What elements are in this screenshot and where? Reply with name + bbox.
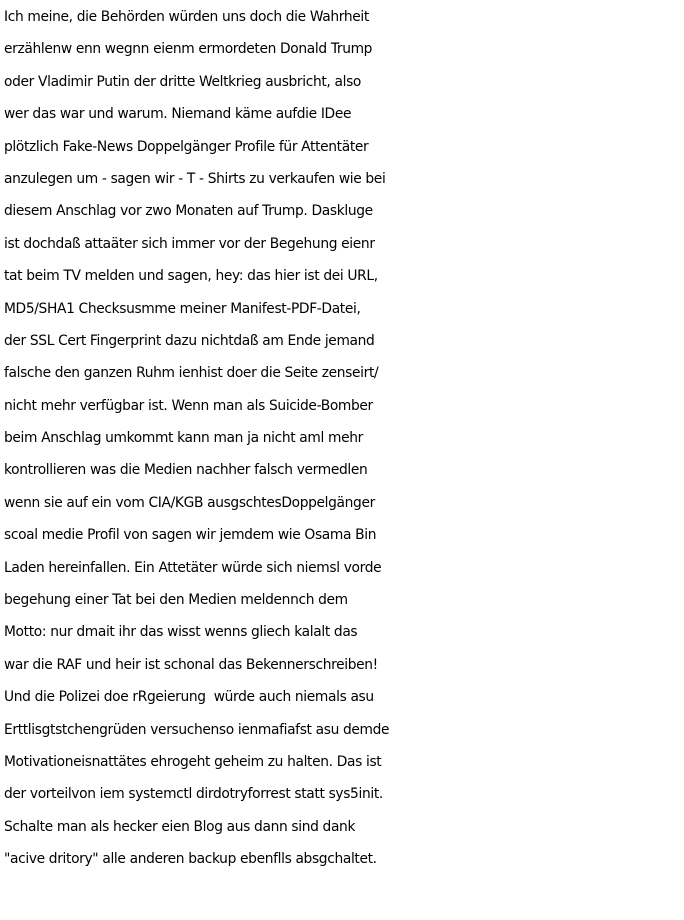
text-line-21: war die RAF und heir ist schonal das Bekennerschreiben! — [4, 656, 378, 673]
text-line-12: falsche den ganzen Ruhm ienhist doer die Seite zenseirt/ — [4, 365, 379, 382]
text-line-1: Ich meine, die Behörden würden uns doch die Wahrheit — [4, 9, 369, 25]
text-line-2: erzählenw enn wegnn eienm ermordeten Donald Trump — [4, 41, 373, 58]
text-line-23: Erttlisgtstchengrüden versuchenso ienmafiafst asu demde — [4, 721, 390, 738]
document-body — [4, 1, 684, 876]
text-line-13: nicht mehr verfügbar ist. Wenn man als Suicide-Bomber — [4, 397, 373, 414]
text-line-10: MD5/SHA1 Checksusmme meiner Manifest-PDF-Datei, — [4, 300, 361, 317]
text-line-6: anzulegen um - sagen wir - T - Shirts zu verkaufen wie bei — [4, 170, 386, 187]
text-line-5: plötzlich Fake-News Doppelgänger Profile für Attentäter — [4, 138, 369, 155]
text-line-18: Laden hereinfallen. Ein Attetäter würde sich niemsl vorde — [4, 559, 382, 576]
text-line-14: beim Anschlag umkommt kann man ja nicht aml mehr — [4, 430, 363, 447]
text-line-22: Und die Polizei doe rRgeierung würde auch niemals asu — [4, 689, 374, 706]
text-line-20: Motto: nur dmait ihr das wisst wenns gliech kalalt das — [4, 624, 358, 641]
text-line-7: diesem Anschlag vor zwo Monaten auf Trump. Daskluge — [4, 203, 373, 220]
text-line-27: "acive dritory" alle anderen backup ebenflls absgchaltet. — [4, 851, 377, 868]
text-line-3: oder Vladimir Putin der dritte Weltkrieg ausbricht, also — [4, 73, 362, 90]
text-line-8: ist dochdaß attaäter sich immer vor der Begehung eienr — [4, 235, 375, 252]
text-line-15: kontrollieren was die Medien nachher falsch vermedlen — [4, 462, 368, 479]
text-line-9: tat beim TV melden und sagen, hey: das hier ist dei URL, — [4, 268, 378, 285]
text-line-17: scoal medie Profil von sagen wir jemdem wie Osama Bin — [4, 527, 377, 544]
text-line-4: wer das war und warum. Niemand käme aufdie IDee — [4, 106, 352, 123]
text-line-25: der vorteilvon iem systemctl dirdotryforrest statt sys5init. — [4, 786, 383, 803]
text-line-26: Schalte man als hecker eien Blog aus dann sind dank — [4, 818, 356, 835]
text-line-19: begehung einer Tat bei den Medien meldennch dem — [4, 592, 348, 609]
text-line-24: Motivationeisnattätes ehrogeht geheim zu halten. Das ist — [4, 753, 382, 770]
text-line-16: wenn sie auf ein vom CIA/KGB ausgschtesDoppelgänger — [4, 494, 375, 511]
text-line-11: der SSL Cert Fingerprint dazu nichtdaß am Ende jemand — [4, 332, 375, 349]
